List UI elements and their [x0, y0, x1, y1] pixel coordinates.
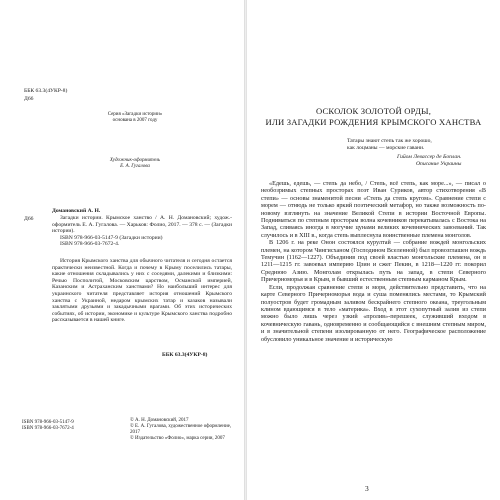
- bbk-code-bottom: ББК 63.3(4УКР-8): [162, 352, 208, 358]
- isbn-line: ISBN 978-966-03-7672-4: [22, 426, 74, 431]
- epigraph-line: как лоцманы — морские гавани.: [347, 144, 425, 151]
- author-name: Домановский А. Н.: [52, 208, 101, 214]
- epigraph-author-line: Описание Украины: [415, 160, 462, 167]
- body-paragraph: «Едешь, едешь, — степь да небо, / Степь, всё степь, как море...», — писал о необозримых степных просторах поэт Иван Суриков, автор стихотворения «В степи» — основы знаменитой песни «Степь да степь кругом». Сравнение степи с морем — отнюдь не только яркий поэтический метафор, но также возможность по-новому взглянуть на значение Великой Степи в истории Восточной Европы. Подниматься по степным просторам волна кочевников перекатывалась с Востока на Запад, сливаясь иногда в могучие цунами великих кочевнических завоеваний. Так случилось и в XIII в., когда степь выплеснула воинственные племена монголов.: [261, 180, 486, 239]
- chapter-title-line: ИЛИ ЗАГАДКИ РОЖДЕНИЯ КРЫМСКОГО ХАНСТВА: [265, 117, 482, 127]
- udc-code: Д66: [24, 96, 34, 102]
- epigraph-line: Татары знают степь так же хорошо,: [347, 138, 432, 144]
- chapter-body: [261, 180, 486, 343]
- page-number: 3: [365, 484, 369, 493]
- isbn-block: [22, 420, 74, 432]
- bib-description: Загадки истории. Крымское ханство / А. Н. Домановский; худож.-оформитель Е. А. Гугалова. — Харьков: Фолио, 2017. — 378 с. — (Загадки истории).: [52, 215, 232, 235]
- copyright-line: © Е. А. Гугалова, художественное оформление, 2017: [130, 424, 232, 435]
- bbk-code-top: ББК 63.3(4УКР-8): [24, 88, 68, 94]
- copyright-block: [130, 418, 238, 442]
- isbn-line: ISBN 978-966-03-7672-4.: [60, 241, 120, 248]
- epigraph: [347, 138, 432, 151]
- chapter-title-line: ОСКОЛОК ЗОЛОТОЙ ОРДЫ,: [315, 106, 432, 116]
- illustrator-label: Художник-оформитель: [109, 158, 161, 163]
- isbn-line: ISBN 978-966-03-5147-9: [22, 420, 74, 425]
- left-page: [0, 0, 244, 500]
- bibliographic-record: [52, 215, 232, 248]
- copyright-line: © А. Н. Домановский, 2017: [130, 418, 189, 423]
- epigraph-author: [397, 154, 461, 167]
- series-line: Серия «Загадки истории»: [107, 112, 163, 117]
- series-info: [60, 112, 210, 124]
- annotation-text: История Крымского ханства для обычного читателя и сегодня остается практически неизвестной. Когда и почему в Крыму поселились татары, какие отношения складывались у них с соседями, далекими и близкими: Речью Посполитой, Московским царством, Османской империей, Казанским и Астраханским ханствами? Но наибольший интерес для украинского читателя представляет история отношений Крымского ханства с Украиной, недаром крымских татар и казаков называли заклятыми друзьями и закадычными врагами. Об этих исторических событиях, об истории, экономике и культуре Крымского ханства подробно рассказывается в нашей книге.: [52, 258, 232, 324]
- author-index: Д66: [24, 216, 34, 222]
- chapter-title: [255, 106, 492, 128]
- right-page: [247, 0, 500, 500]
- series-line: основана в 2007 году: [112, 118, 158, 123]
- body-paragraph: В 1206 г. на реке Онон состоялся курултай — собрание вождей монгольских племен, на котором Чингисханом (Господином Вселенной) был провозглашен вождь Темучин (1162—1227). Объединив под своей властью монгольские племена, он в 1211—1215 гг. завоевал империю Цзин и сжег Пекин, в 1218—1220 гг. покорил Среднюю Азию. Монголам открылась путь на запад, в степи Северного Причерноморья и в Крым, в бывший естественным степным карманом Крым.: [261, 239, 486, 284]
- annotation: [52, 258, 232, 324]
- illustrator-info: [60, 158, 210, 170]
- epigraph-author-line: Гийом Левассер де Боплан.: [397, 154, 462, 160]
- isbn-line: ISBN 978-966-03-5147-9 (Загадки истории): [60, 234, 163, 241]
- illustrator-name: Е. А. Гугалова: [120, 164, 150, 169]
- copyright-line: © Издательство «Фолио», марка серии, 2007: [130, 436, 225, 441]
- body-paragraph: Если, продолжая сравнение степи и моря, действительно представить, что на карте Северного Причерноморья вода и суша поменялись местами, то Крымский полуостров будет громадным заливом бескрайнего степного океана, треугольным клином вдающимся в тело «материка». Вход в этот сухопутный залив из степи можно было лишь через узкий «пролив»-перешеек, служивший входом в кочевническую гавань, одновременно и сообщающийся с внешним степным миром, и в значительной степени изолированную от него. Географическое расположение обусловило уникальное значение и историческую: [261, 283, 486, 343]
